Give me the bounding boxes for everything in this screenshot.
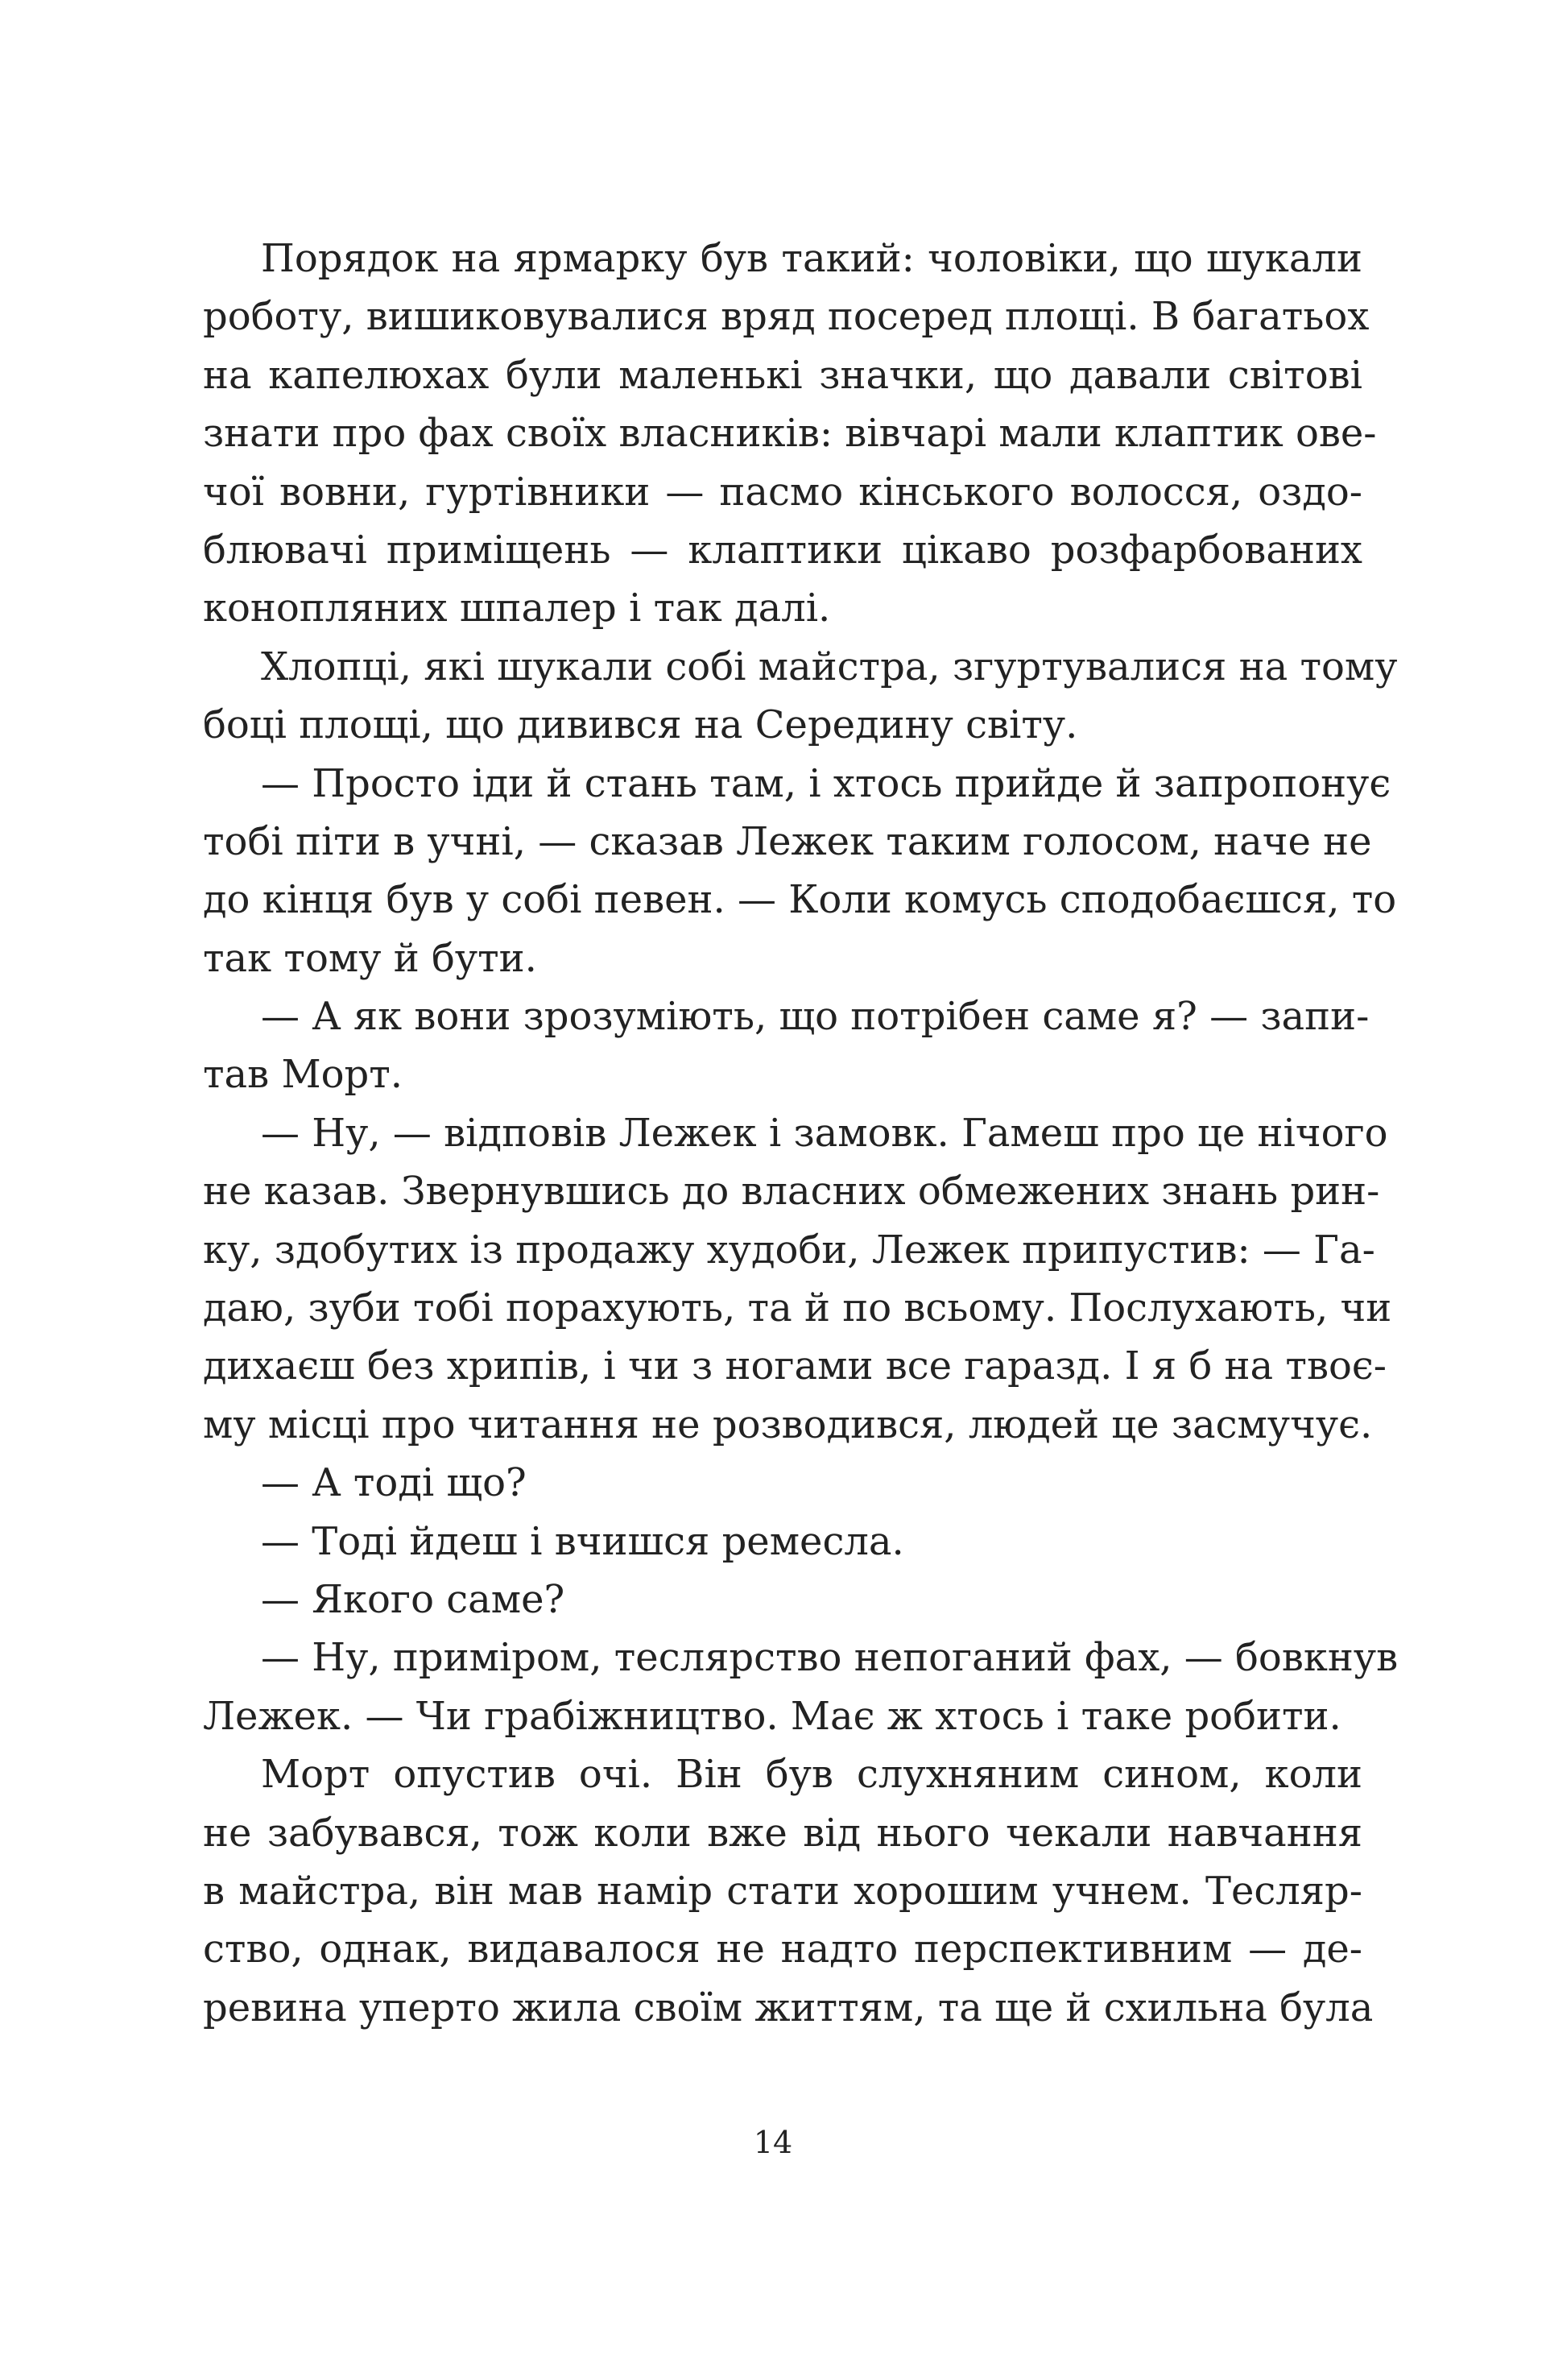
text-line: — А як вони зрозуміють, що потрібен саме я? — запи- [261, 994, 1370, 1040]
text-line: даю, зуби тобі порахують, та й по всьому. Послухають, чи [203, 1285, 1392, 1331]
text-line: боці площі, що дивився на Середину світу. [203, 702, 1078, 748]
text-line: чої вовни, гуртівники — пасмо кінського волосся, оздо- [203, 469, 1362, 515]
text-line: Хлопці, які шукали собі майстра, згуртувалися на тому [261, 644, 1398, 689]
text-line: — Якого саме? [261, 1576, 565, 1622]
text-line: так тому й бути. [203, 935, 537, 981]
text-line: дихаєш без хрипів, і чи з ногами все гаразд. І я б на твоє- [203, 1343, 1387, 1389]
body-text [203, 230, 1399, 2037]
text-line: Морт опустив очі. Він був слухняним сином, коли [261, 1752, 1362, 1798]
text-line: роботу, вишиковувалися вряд посеред площі. В багатьох [203, 294, 1370, 340]
text-line: ку, здобутих із продажу худоби, Лежек припустив: — Га- [203, 1227, 1375, 1273]
text-line: ство, однак, видавалося не надто перспективним — де- [203, 1927, 1362, 1972]
text-line: Порядок на ярмарку був такий: чоловіки, що шукали [261, 236, 1362, 281]
text-line: — Просто іди й стань там, і хтось прийде й запропонує [261, 760, 1391, 806]
text-line: в майстра, він мав намір стати хорошим учнем. Тесляр- [203, 1868, 1362, 1914]
text-line: блювачі приміщень — клаптики цікаво розфарбованих [203, 527, 1362, 573]
text-line: — Тоді йдеш і вчишся ремесла. [261, 1518, 904, 1564]
text-line: ревина уперто жила своїм життям, та ще й схильна була [203, 1985, 1374, 2030]
text-line: не казав. Звернувшись до власних обмежених знань рин- [203, 1169, 1380, 1215]
text-line: знати про фах своїх власників: вівчарі мали клаптик ове- [203, 411, 1377, 457]
text-line: — Ну, — відповів Лежек і замовк. Гамеш про це нічого [261, 1110, 1388, 1156]
text-line: Лежек. — Чи грабіжництво. Має ж хтось і таке робити. [203, 1693, 1341, 1739]
text-line: — Ну, приміром, теслярство непоганий фах, — бовкнув [261, 1635, 1399, 1681]
text-line: не забувався, тож коли вже від нього чекали навчання [203, 1810, 1362, 1856]
page-number: 14 [753, 2125, 793, 2160]
text-line: на капелюхах були маленькі значки, що давали світові [203, 352, 1362, 398]
text-line: тобі піти в учні, — сказав Лежек таким голосом, наче не [203, 818, 1372, 864]
text-line: тав Морт. [203, 1052, 403, 1098]
text-line: до кінця був у собі певен. — Коли комусь сподобаєшся, то [203, 877, 1397, 923]
text-line: — А тоді що? [261, 1460, 527, 1506]
text-line: конопляних шпалер і так далі. [203, 586, 831, 631]
text-line: му місці про читання не розводився, людей це засмучує. [203, 1401, 1373, 1447]
